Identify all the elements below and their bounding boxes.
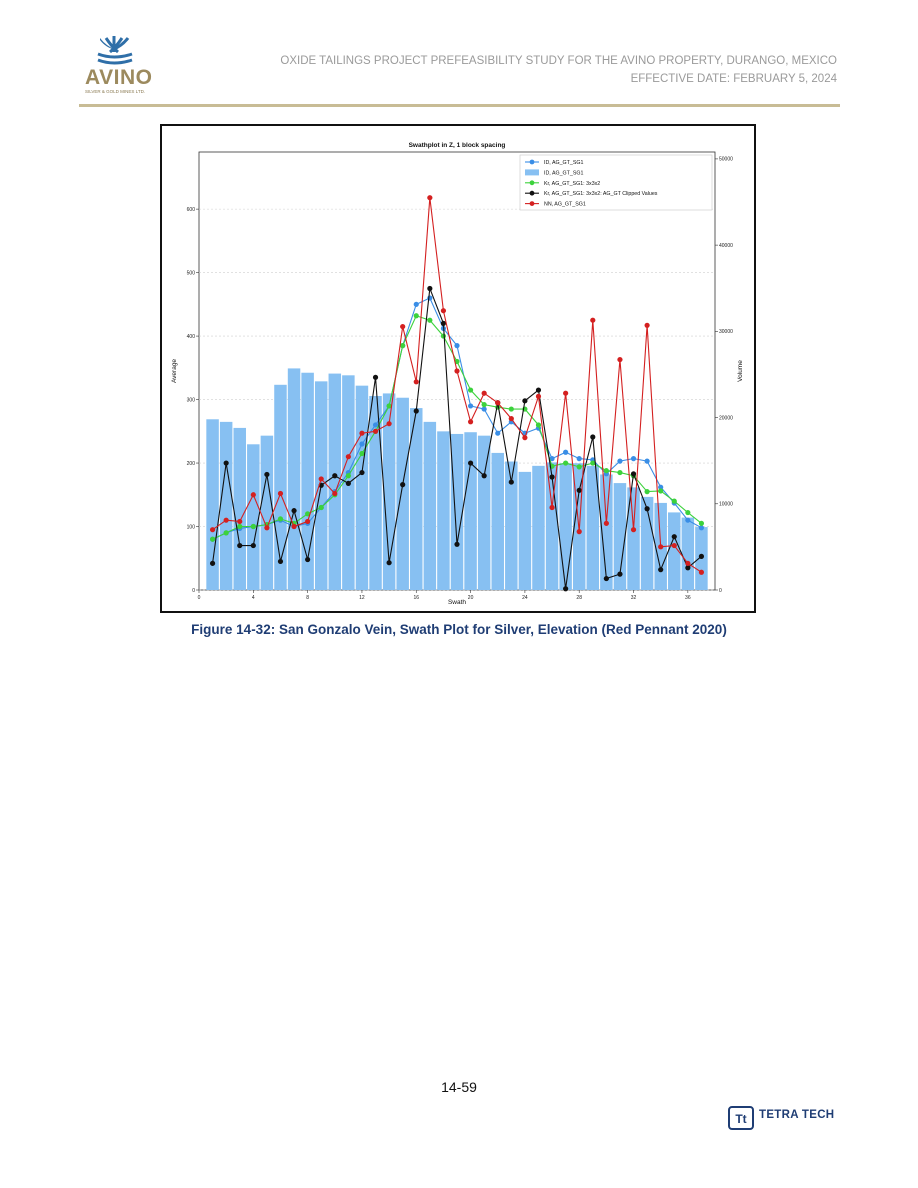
series-point (319, 505, 324, 510)
series-point (631, 456, 636, 461)
series-point (645, 506, 650, 511)
series-point (482, 402, 487, 407)
x-tick-label: 32 (630, 595, 637, 601)
series-point (645, 459, 650, 464)
series-point (563, 586, 568, 591)
series-point (468, 460, 473, 465)
logo-subtitle: SILVER & GOLD MINES LTD. (85, 89, 146, 94)
series-point (577, 488, 582, 493)
series-point (536, 387, 541, 392)
series-point (210, 537, 215, 542)
header-divider (79, 104, 840, 107)
series-point (468, 419, 473, 424)
series-point (414, 408, 419, 413)
series-point (685, 518, 690, 523)
series-point (631, 471, 636, 476)
volume-bar (220, 422, 232, 590)
series-point (699, 570, 704, 575)
legend-label: Kr, AG_GT_SG1: 3x3x2: AG_GT Clipped Values (544, 191, 658, 198)
series-point (237, 524, 242, 529)
series-point (645, 489, 650, 494)
series-point (685, 510, 690, 515)
series-point (522, 435, 527, 440)
series-point (536, 394, 541, 399)
y-tick-label: 500 (186, 270, 195, 277)
series-point (590, 434, 595, 439)
series-point (617, 459, 622, 464)
y2-tick-label: 30000 (719, 329, 733, 336)
x-tick-label: 0 (197, 595, 201, 601)
series-point (359, 470, 364, 475)
series-point (387, 421, 392, 426)
x-tick-label: 4 (251, 595, 255, 601)
series-point (278, 491, 283, 496)
series-point (604, 521, 609, 526)
series-point (699, 525, 704, 530)
series-point (672, 499, 677, 504)
x-tick-label: 16 (413, 595, 420, 601)
swath-plot-chart (162, 126, 754, 611)
series-point (251, 543, 256, 548)
series-point (400, 324, 405, 329)
series-point (291, 524, 296, 529)
legend-label: NN, AG_GT_SG1 (544, 201, 586, 208)
series-point (454, 343, 459, 348)
series-point (291, 508, 296, 513)
legend-marker (530, 191, 535, 196)
series-point (305, 519, 310, 524)
series-point (563, 450, 568, 455)
series-point (577, 456, 582, 461)
y2-tick-label: 0 (719, 587, 722, 594)
series-point (359, 451, 364, 456)
series-point (536, 422, 541, 427)
series-point (373, 429, 378, 434)
series-point (454, 368, 459, 373)
series-point (631, 527, 636, 532)
series-point (509, 479, 514, 484)
volume-bar (356, 386, 368, 590)
series-point (414, 379, 419, 384)
series-point (482, 473, 487, 478)
series-point (427, 195, 432, 200)
series-point (427, 295, 432, 300)
x-tick-label: 12 (359, 595, 365, 601)
series-point (672, 534, 677, 539)
series-point (685, 565, 690, 570)
series-point (319, 476, 324, 481)
y-tick-label: 400 (186, 333, 195, 340)
series-point (278, 516, 283, 521)
legend-swatch (525, 169, 539, 175)
volume-bar (288, 368, 300, 590)
series-point (468, 387, 473, 392)
y-tick-label: 100 (186, 524, 195, 531)
x-tick-label: 28 (576, 595, 582, 601)
series-point (685, 561, 690, 566)
series-point (577, 529, 582, 534)
header-date-line: EFFECTIVE DATE: FEBRUARY 5, 2024 (630, 73, 837, 85)
series-point (495, 431, 500, 436)
volume-bar (559, 463, 571, 590)
series-point (224, 460, 229, 465)
series-point (441, 308, 446, 313)
series-point (468, 403, 473, 408)
swath-plot-figure (160, 124, 756, 613)
series-point (237, 519, 242, 524)
tetra-tech-wordmark: TETRA TECH (759, 1109, 835, 1121)
logo-wordmark: AVINO (85, 66, 153, 89)
series-point (441, 333, 446, 338)
series-point (645, 323, 650, 328)
series-point (251, 524, 256, 529)
series-point (509, 406, 514, 411)
volume-bar (478, 436, 490, 590)
y-axis-label: Average (171, 358, 178, 384)
volume-bar (424, 422, 436, 590)
series-point (658, 544, 663, 549)
series-point (359, 441, 364, 446)
avino-mark-icon (80, 36, 160, 66)
series-point (482, 406, 487, 411)
series-point (414, 302, 419, 307)
series-point (563, 391, 568, 396)
header-title-line: OXIDE TAILINGS PROJECT PREFEASIBILITY STUDY FOR THE AVINO PROPERTY, DURANGO, MEXICO (280, 55, 837, 67)
volume-bar (396, 398, 408, 590)
volume-bar (233, 428, 245, 590)
series-point (549, 474, 554, 479)
series-point (604, 576, 609, 581)
x-axis-label: Swath (447, 599, 467, 606)
series-point (332, 473, 337, 478)
legend-label: Kr, AG_GT_SG1: 3x3x2 (544, 180, 601, 187)
series-point (414, 313, 419, 318)
series-point (617, 357, 622, 362)
series-point (400, 482, 405, 487)
series-point (604, 468, 609, 473)
series-point (224, 530, 229, 535)
volume-bar (247, 444, 259, 590)
y-tick-label: 600 (186, 206, 195, 213)
volume-bar (261, 436, 273, 590)
series-point (373, 375, 378, 380)
series-point (387, 560, 392, 565)
series-point (346, 481, 351, 486)
series-point (210, 561, 215, 566)
y2-tick-label: 10000 (719, 501, 733, 508)
series-point (658, 488, 663, 493)
series-point (305, 557, 310, 562)
y-tick-label: 0 (192, 587, 195, 594)
y2-tick-label: 40000 (719, 242, 733, 249)
chart-title: Swathplot in Z, 1 block spacing (408, 142, 506, 149)
series-point (590, 318, 595, 323)
document-header (280, 52, 837, 88)
series-point (278, 559, 283, 564)
series-point (400, 343, 405, 348)
series-point (210, 527, 215, 532)
series-point (346, 454, 351, 459)
series-point (454, 542, 459, 547)
y2-tick-label: 20000 (719, 415, 733, 422)
tetra-tech-logo-icon (728, 1106, 754, 1130)
series-point (441, 321, 446, 326)
series-point (577, 464, 582, 469)
legend-marker (530, 160, 535, 165)
legend-label: ID, AG_GT_SG1 (544, 170, 584, 177)
series-point (427, 318, 432, 323)
figure-caption: Figure 14-32: San Gonzalo Vein, Swath Plot for Silver, Elevation (Red Pennant 2020) (191, 622, 727, 637)
volume-bar (682, 518, 694, 590)
x-tick-label: 8 (306, 595, 310, 601)
series-point (672, 543, 677, 548)
page-number: 14-59 (441, 1079, 477, 1095)
series-point (617, 572, 622, 577)
volume-bar (519, 472, 531, 590)
series-point (359, 431, 364, 436)
series-point (699, 554, 704, 559)
volume-bar (491, 453, 503, 590)
legend-marker (530, 180, 535, 185)
volume-bar (464, 432, 476, 590)
svg-text:Tt: Tt (735, 1112, 747, 1126)
chart-legend (520, 155, 712, 210)
series-point (427, 286, 432, 291)
x-tick-label: 20 (467, 595, 474, 601)
series-point (346, 473, 351, 478)
series-point (264, 525, 269, 530)
x-tick-label: 36 (685, 595, 691, 601)
volume-bar (437, 431, 449, 590)
series-point (617, 470, 622, 475)
legend-marker (530, 201, 535, 206)
series-point (563, 460, 568, 465)
series-point (658, 567, 663, 572)
series-point (522, 398, 527, 403)
y2-tick-label: 50000 (719, 156, 733, 163)
series-point (332, 491, 337, 496)
series-point (495, 400, 500, 405)
y-tick-label: 300 (186, 397, 195, 404)
x-tick-label: 24 (522, 595, 528, 601)
volume-bar (532, 466, 544, 590)
series-point (224, 518, 229, 523)
y2-axis-label: Volume (737, 360, 744, 382)
legend-label: ID, AG_GT_SG1 (544, 160, 584, 166)
y-tick-label: 200 (186, 460, 195, 467)
series-point (699, 521, 704, 526)
series-point (237, 543, 242, 548)
series-point (482, 391, 487, 396)
series-point (509, 416, 514, 421)
series-point (251, 492, 256, 497)
series-point (264, 472, 269, 477)
volume-bar (451, 434, 463, 590)
series-point (549, 505, 554, 510)
